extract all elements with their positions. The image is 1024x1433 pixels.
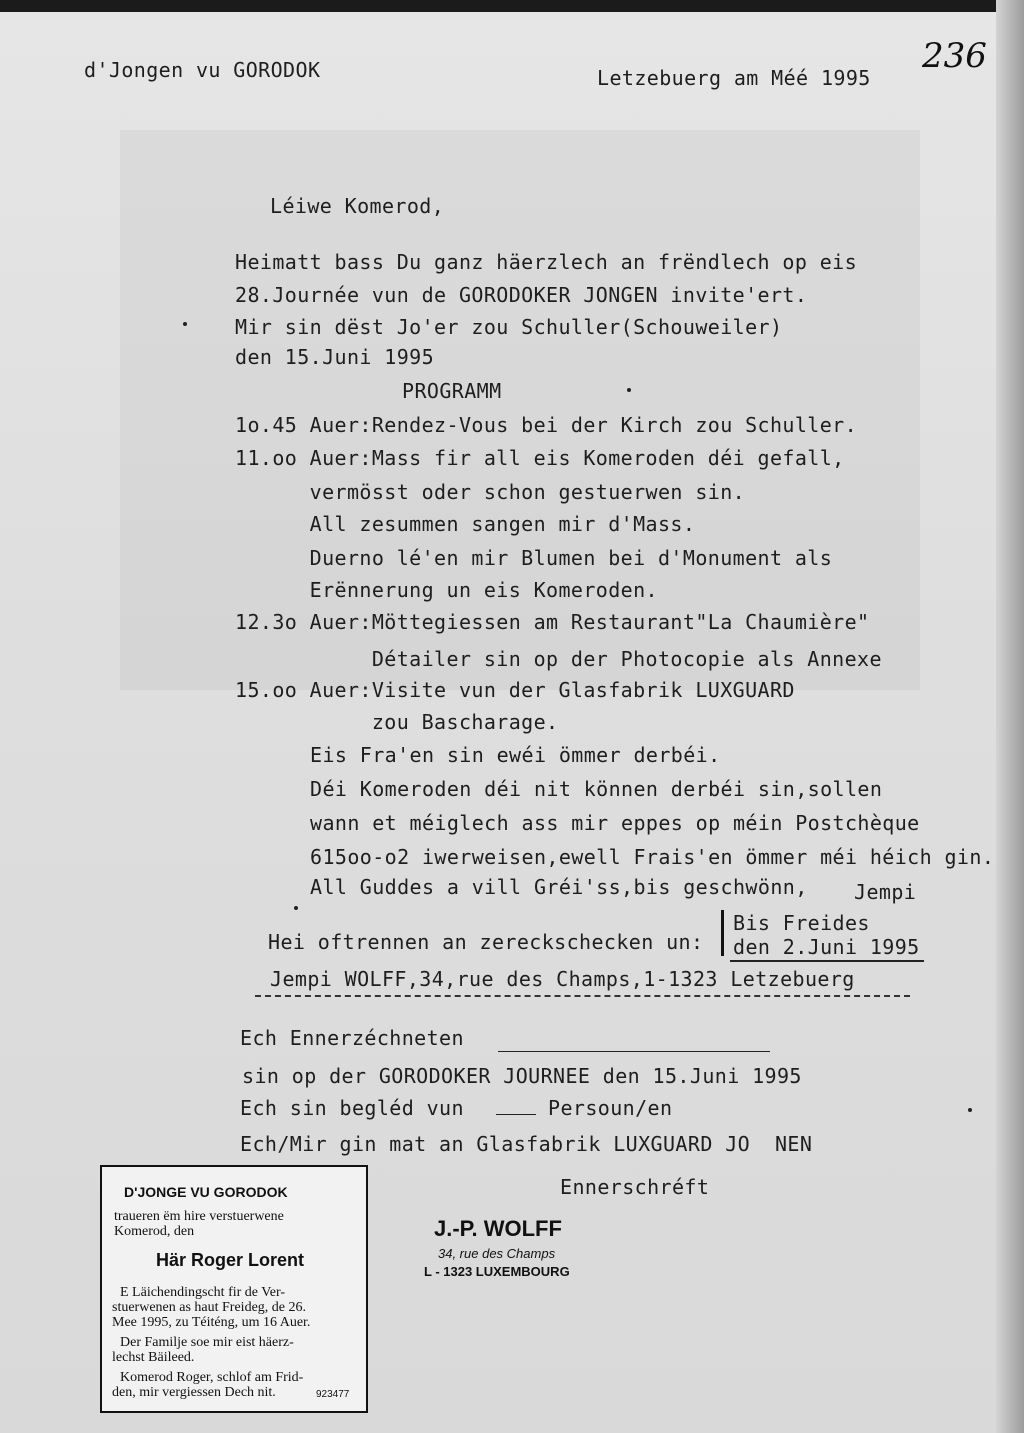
program-line: Détailer sin op der Photocopie als Annexe [235, 647, 882, 671]
intro-line: 28.Journée vun de GORODOKER JONGEN invite'ert. [235, 283, 808, 307]
scan-speck [294, 906, 298, 910]
stamp-street: 34, rue des Champs [438, 1246, 556, 1261]
signature-label: Ennerschréft [560, 1175, 710, 1199]
return-address: Jempi WOLFF,34,rue des Champs,1-1323 Letzebuerg [270, 967, 855, 991]
intro-line: Mir sin dëst Jo'er zou Schuller(Schouweiler) [235, 315, 783, 339]
scan-speck [183, 322, 187, 326]
scan-right-edge [996, 0, 1024, 1433]
closing-line: Eis Fra'en sin ewéi ömmer derbéi. [310, 743, 721, 767]
form-line-factory: Ech/Mir gin mat an Glasfabrik LUXGUARD JO NEN [240, 1132, 813, 1156]
obituary-org: D'JONGE VU GORODOK [124, 1184, 288, 1200]
program-line: 11.oo Auer:Mass fir all eis Komeroden déi gefall, [235, 446, 845, 470]
obituary-text: Komerod, den [114, 1224, 195, 1239]
signature: Jempi [854, 880, 917, 904]
obituary-text: Der Familje soe mir eist häerz- [120, 1335, 294, 1350]
obituary-clipping [100, 1165, 368, 1413]
closing-line: wann et méiglech ass mir eppes op méin Postchèque [310, 811, 920, 835]
scan-top-border [0, 0, 1024, 12]
page-number: 236 [922, 36, 987, 76]
program-line: zou Bascharage. [235, 710, 559, 734]
obituary-text: Komerod Roger, schlof am Frid- [120, 1370, 304, 1385]
program-line: Erënnerung un eis Komeroden. [235, 578, 658, 602]
obituary-text: traueren ëm hire verstuerwene [114, 1209, 284, 1224]
program-title: PROGRAMM [402, 379, 502, 403]
closing-line: 615oo-o2 iwerweisen,ewell Frais'en ömmer méi héich gin. [310, 845, 995, 869]
form-line-companions: Ech sin begléd vun [240, 1096, 464, 1120]
intro-line: Heimatt bass Du ganz häerzlech an frëndlech op eis [235, 250, 858, 274]
form-line-attendance: sin op der GORODOKER JOURNEE den 15.Juni 1995 [242, 1064, 802, 1088]
obituary-text: den, mir vergiessen Dech nit. [112, 1385, 276, 1400]
deadline-line: den 2.Juni 1995 [733, 935, 920, 959]
form-line-signer: Ech Ennerzéchneten [240, 1026, 464, 1050]
deadline-bracket [721, 910, 730, 956]
obituary-text: lechst Bäileed. [112, 1350, 195, 1365]
obituary-text: stuerwenen as haut Freideg, de 26. [112, 1300, 306, 1315]
obituary-ref: 923477 [316, 1389, 350, 1400]
name-blank [498, 1051, 770, 1052]
program-line: 15.oo Auer:Visite vun der Glasfabrik LUXGUARD [235, 678, 795, 702]
stamp-name: J.-P. WOLFF [434, 1216, 562, 1241]
program-line: Duerno lé'en mir Blumen bei d'Monument als [235, 546, 833, 570]
deadline-line: Bis Freides [733, 911, 870, 935]
show-through-shadow [120, 130, 920, 690]
program-line: 12.3o Auer:Möttegiessen am Restaurant"La Chaumière" [235, 610, 870, 634]
sign-off: All Guddes a vill Gréi'ss,bis geschwönn, [310, 875, 808, 899]
persons-blank [496, 1114, 536, 1115]
program-line: All zesummen sangen mir d'Mass. [235, 512, 696, 536]
cut-line [255, 995, 910, 997]
obituary-text: E Läichendingscht fir de Ver- [120, 1285, 286, 1300]
stamp-city: L - 1323 LUXEMBOURG [424, 1264, 570, 1279]
scan-speck [627, 388, 631, 392]
deadline-underline [730, 960, 924, 962]
closing-line: Déi Komeroden déi nit können derbéi sin,sollen [310, 777, 883, 801]
scan-speck [968, 1108, 972, 1112]
header-date: Letzebuerg am Méé 1995 [597, 66, 871, 90]
salutation: Léiwe Komerod, [270, 194, 445, 218]
obituary-text: Mee 1995, zu Téiténg, um 16 Auer. [112, 1315, 311, 1330]
form-line-persons: Persoun/en [548, 1096, 673, 1120]
intro-line: den 15.Juni 1995 [235, 345, 435, 369]
program-line: 1o.45 Auer:Rendez-Vous bei der Kirch zou Schuller. [235, 413, 858, 437]
program-line: vermösst oder schon gestuerwen sin. [235, 480, 746, 504]
header-left: d'Jongen vu GORODOK [84, 58, 321, 82]
obituary-name: Här Roger Lorent [156, 1250, 305, 1270]
detach-instruction: Hei oftrennen an zereckschecken un: [268, 930, 704, 954]
